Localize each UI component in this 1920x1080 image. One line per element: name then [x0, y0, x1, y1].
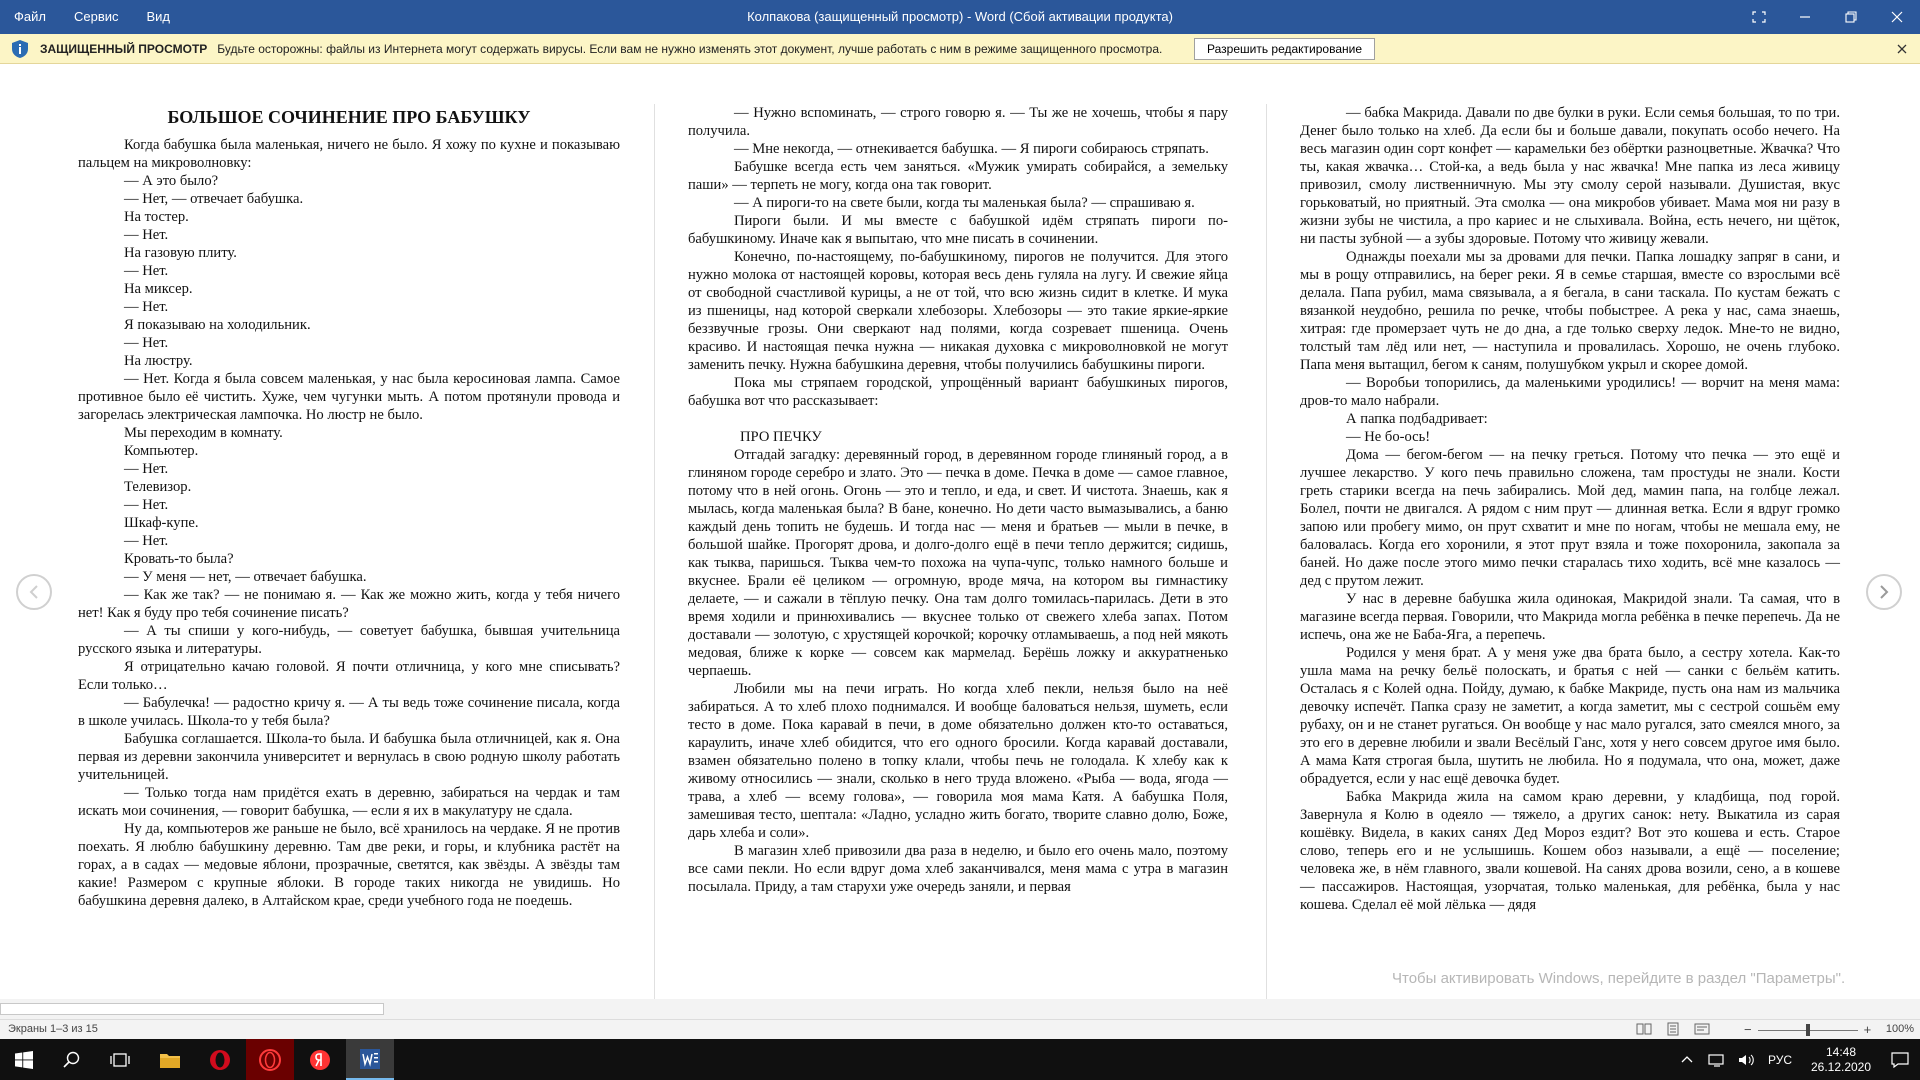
- shield-icon: [10, 39, 30, 59]
- menu-tools[interactable]: Сервис: [73, 9, 119, 24]
- paragraph: Бабушке всегда есть чем заняться. «Мужик умирать собирайся, а земельку паши» — терпеть не могу, когда она так говорит.: [688, 159, 1228, 193]
- window-title: Колпакова (защищенный просмотр) - Word (Сбой активации продукта): [747, 9, 1173, 24]
- word-icon: [359, 1048, 381, 1070]
- task-view-icon: [110, 1052, 130, 1068]
- search-icon: [63, 1051, 81, 1069]
- page-count: Экраны 1–3 из 15: [8, 1023, 98, 1035]
- restore-button[interactable]: [1828, 0, 1874, 34]
- fullscreen-icon[interactable]: [1736, 0, 1782, 34]
- zoom-slider[interactable]: [1758, 1023, 1858, 1037]
- menu-file[interactable]: Файл: [14, 9, 46, 24]
- paragraph: На газовую плиту.: [124, 245, 237, 261]
- document-area[interactable]: [0, 64, 1920, 999]
- paragraph: — А пироги-то на свете были, когда ты маленькая была? — спрашиваю я.: [734, 195, 1195, 211]
- paragraph: — А ты спиши у кого-нибудь, — советует бабушка, бывшая учительница русского языка и литературы.: [78, 623, 620, 657]
- paragraph: — Не бо-ось!: [1346, 429, 1431, 445]
- page-divider: [654, 104, 655, 999]
- taskbar-yandex[interactable]: [296, 1039, 344, 1080]
- paragraph: На тостер.: [124, 209, 189, 225]
- paragraph: Любили мы на печи играть. Но когда хлеб пекли, нельзя было на неё забираться. А то хлеб плохо поднимался. И вообще баловаться нельзя, шуметь, если тесто в доме. Пока каравай в печи, в доме обязательно должен кто-то оставаться, караулить, иначе хлеб обидится, что его одного бросили. Когда каравай доставали, взамен обязательно полено в топку клали, чтобы печь не голодала. К хлебу как к живому относились — знали, сколько в него труда вложено. «Рыба — вода, ягода — трава, а хлеб — всему голова», — говорила моя мама Катя. А бабушка Поля, замешивая тесто, шептала: «Ладно, усладно жить богато, творите славно долю, Боже, дарь хлеба и соли».: [688, 681, 1228, 841]
- paragraph: — Нет.: [124, 497, 169, 513]
- paragraph: Родился у меня брат. А у меня уже два брата было, а сестру хотела. Как-то ушла мама на речку бельё полоскать, и братья с ней — санки с бельём катить. Осталась я с Колей одна. Пойду, думаю, к бабке Макриде, пусть она нам из мальчика девочку испечёт. Папка сразу не заметит, а когда заметит, мы с сестрой сошьём ему рубаху, он и не станет ругаться. Он вообще у нас мало ругался, зато смеялся много, за это его в деревне любили и звали Весёлый Ганс, хотя у него совсем другое имя было. А мама Катя строгая была, шутить не любила. Но я подумала, что она, может, даже обрадуется, если у нас ещё девочка будет.: [1300, 645, 1840, 787]
- chevron-up-icon[interactable]: [1680, 1053, 1694, 1067]
- paragraph: Дома — бегом-бегом — на печку греться. Потому что печка — это ещё и лучшее лекарство. У кого печь правильно сложена, там простуды не знали. Кости греть старики всегда на печь забирались. Мой дед, мамин папа, на голбце лежал. Болел, почти не двигался. А рядом с ним прут — длинная ветка. Если я вдруг громко запою или пробегу мимо, он прут схватит и мне по ногам, чтобы не мешала ему, не баловалась. Когда его хоронили, я этот прут взяла и тоже похоронила, закопала за баней. Но даже после этого мимо печки старалась тихо ходить, всё мне казалось — дед с прутом лежит.: [1300, 447, 1840, 589]
- paragraph: Когда бабушка была маленькая, ничего не было. Я хожу по кухне и показываю пальцем на микроволновку:: [78, 137, 620, 171]
- paragraph: — Только тогда нам придётся ехать в деревню, забираться на чердак и там искать мои сочинения, — говорит бабушка, — если я их в макулатуру не сдала.: [78, 785, 620, 819]
- page-column-3: [1300, 104, 1840, 914]
- paragraph: Кровать-то была?: [124, 551, 234, 567]
- paragraph: — Как же так? — не понимаю я. — Как же можно жить, когда у тебя ничего нет! Как я буду про тебя сочинение писать?: [78, 587, 620, 621]
- zoom-out-icon[interactable]: −: [1744, 1022, 1752, 1037]
- paragraph: Телевизор.: [124, 479, 192, 495]
- paragraph: — Нет.: [124, 533, 169, 549]
- clock-date: 26.12.2020: [1810, 1059, 1872, 1074]
- language-indicator[interactable]: РУС: [1767, 1052, 1792, 1067]
- system-tray: [1680, 1039, 1920, 1080]
- zoom-in-icon[interactable]: +: [1863, 1022, 1872, 1037]
- paragraph: Бабка Макрида жила на самом краю деревни, у кладбища, под горой. Завернула я Колю в одеяло — тяжело, а других санок: нету. Выкатила из сарая кошёвку. Видела, в каких санях Дед Мороз ездит? Вот это кошева и есть. Старое слово, теперь его и не услышишь. Кошем обоз называли, а ещё — поселение; человека же, в нём главного, звали кошевой. На санях дрова возили, сено, а в кошеве — пассажиров. Настоящая, узорчатая, только маленькая, для ребёнка, была у нас кошева. Сделал её мой лёлька — дядя: [1300, 789, 1840, 913]
- document-title: БОЛЬШОЕ СОЧИНЕНИЕ ПРО БАБУШКУ: [167, 107, 531, 127]
- windows-icon: [15, 1051, 33, 1069]
- task-view-button[interactable]: [96, 1039, 144, 1080]
- previous-page-arrow-icon[interactable]: [16, 574, 52, 610]
- paragraph: Бабушка соглашается. Школа-то была. И бабушка была отличницей, как я. Она первая из деревни закончила университет и вернулась в свою родную школу работать учительницей.: [78, 731, 620, 783]
- taskbar-opera-2[interactable]: [246, 1039, 294, 1080]
- opera-icon: [209, 1049, 231, 1071]
- paragraph: В магазин хлеб привозили два раза в неделю, и было его очень мало, поэтому все сами пекли. Но если вдруг дома хлеб заканчивался, меня мама с утра в магазин посылала. Приду, а там старухи уже очередь заняли, и первая: [688, 843, 1228, 895]
- paragraph: — Нет.: [124, 227, 169, 243]
- paragraph: Пока мы стряпаем городской, упрощённый вариант бабушкиных пирогов, бабушка вот что рассказывает:: [688, 375, 1228, 409]
- section-heading: ПРО ПЕЧКУ: [740, 429, 822, 445]
- activation-watermark: Чтобы активировать Windows, перейдите в раздел "Параметры".: [1392, 970, 1846, 987]
- paragraph: Я показываю на холодильник.: [124, 317, 311, 333]
- taskbar: [0, 1039, 1920, 1080]
- page-column-2: [688, 104, 1228, 896]
- menu-bar: [0, 0, 184, 34]
- web-layout-icon[interactable]: [1694, 1022, 1710, 1036]
- paragraph: У нас в деревне бабушка жила одинокая, Макридой знали. Та самая, что в магазине всегда первая. Говорили, что Макрида могла ребёнка в печке перепечь. Да не испечь, она же не Баба-Яга, а перепечь.: [1300, 591, 1840, 643]
- paragraph: — А это было?: [124, 173, 219, 189]
- close-button[interactable]: [1874, 0, 1920, 34]
- protected-view-message: Будьте осторожны: файлы из Интернета могут содержать вирусы. Если вам не нужно изменять этот документ, лучше работать с ним в режиме защищенного просмотра.: [217, 41, 1163, 56]
- paragraph: — Нет.: [124, 335, 169, 351]
- action-center-button[interactable]: [1880, 1039, 1920, 1080]
- paragraph: Шкаф-купе.: [124, 515, 199, 531]
- paragraph: — Нет, — отвечает бабушка.: [124, 191, 304, 207]
- paragraph: Я отрицательно качаю головой. Я почти отличница, у кого мне списывать? Если только…: [78, 659, 620, 693]
- paragraph: — Бабулечка! — радостно кричу я. — А ты ведь тоже сочинение писала, когда в школе училась. Школа-то у тебя была?: [78, 695, 620, 729]
- page-column-1: [78, 104, 620, 910]
- status-bar: [0, 1019, 1920, 1039]
- protected-view-bar: [0, 34, 1920, 64]
- paragraph: — Нужно вспоминать, — строго говорю я. — Ты же не хочешь, чтобы я пару получила.: [688, 105, 1228, 139]
- scrollbar-thumb[interactable]: [0, 1003, 384, 1015]
- volume-icon[interactable]: [1738, 1053, 1756, 1067]
- paragraph: — Воробьи топорились, да маленькими уродились! — ворчит на меня мама: дров-то мало набрали.: [1300, 375, 1840, 409]
- paragraph: — Нет.: [124, 263, 169, 279]
- minimize-button[interactable]: [1782, 0, 1828, 34]
- page-divider: [1266, 104, 1267, 999]
- paragraph: Пироги были. И мы вместе с бабушкой идём стряпать пироги по-бабушкиному. Иначе как я выпытаю, что мне писать в сочинении.: [688, 213, 1228, 247]
- clock[interactable]: [1802, 1045, 1880, 1075]
- clock-time: 14:48: [1825, 1044, 1857, 1059]
- protected-view-title: ЗАЩИЩЕННЫЙ ПРОСМОТР: [40, 41, 208, 56]
- paragraph: — Нет. Когда я была совсем маленькая, у нас была керосиновая лампа. Самое противное было её чистить. Хуже, чем чугунки мыть. А потом протянули провода и загорелась электрическая лампочка. Но люстр не было.: [78, 371, 620, 423]
- paragraph: На люстру.: [124, 353, 193, 369]
- paragraph: Компьютер.: [124, 443, 199, 459]
- paragraph: — Мне некогда, — отнекивается бабушка. — Я пироги собираюсь стряпать.: [734, 141, 1209, 157]
- notification-icon: [1891, 1052, 1909, 1068]
- next-page-arrow-icon[interactable]: [1866, 574, 1902, 610]
- paragraph: Однажды поехали мы за дровами для печки. Папка лошадку запряг в сани, и мы в рощу отправились, на берег реки. Я в семье старшая, вместе со взрослыми всё делала. Папа рубил, мама связывала, а я бегала, в сани таскала. По кустам бежать с вязанкой неудобно, решила по речке, чтобы побыстрее. А река у нас, сама знаешь, хитрая: где промерзает чуть не до дна, а где только сверху ледок. Мне-то не видно, толстый там лёд или нет, — наступила и провалилась. Хорошо, не очень глубоко. Папа меня вытащил, бегом к саням, полушубком укрыл и скорее домой.: [1300, 249, 1840, 373]
- print-layout-icon[interactable]: [1666, 1022, 1680, 1036]
- menu-view[interactable]: Вид: [146, 9, 171, 24]
- taskbar-word[interactable]: [346, 1039, 394, 1080]
- paragraph: Отгадай загадку: деревянный город, в деревянном городе глиняный город, а в глиняном городе серебро и злато. Это — печка в доме. Печка в доме — самое главное, потому что в ней огонь. Огонь — это и тепло, и еда, и свет. И чистота. Знаешь, как я мылась, когда маленькая была? В бане, конечно. Но дети часто вымазывались, а баню каждый день топить не будешь. И тогда нас — меня и братьев — мыли в печке, в большой шайке. Прогорят дрова, и долго-долго ещё в печи тепло держится; сидишь, как тыква, паришься. Тыква чем-то похожа на чупа-чупс, только намного больше и вкуснее. Брали её целиком — огромную, вроде мяча, на котором вы гимнастику делаете, — и сажали в тёплую печку. Она там долго томилась-парилась. Дети в это время ходили и принюхивались — вкуснее только от свежего хлеба запах. Потом доставали — золотую, с хрустящей корочкой; корочку отламываешь, а под ней мякоть медовая, ближе к корке — совсем как мармелад. Берёшь ложку и аккуратненько черпаешь.: [688, 447, 1228, 679]
- zoom-level[interactable]: 100%: [1885, 1023, 1914, 1035]
- close-icon[interactable]: [1892, 39, 1912, 59]
- enable-editing-button[interactable]: Разрешить редактирование: [1194, 38, 1375, 60]
- paragraph: А папка подбадривает:: [1346, 411, 1488, 427]
- read-mode-icon[interactable]: [1636, 1022, 1652, 1036]
- network-icon[interactable]: [1708, 1053, 1726, 1067]
- paragraph: — Нет.: [124, 299, 169, 315]
- paragraph: Конечно, по-настоящему, по-бабушкиному, пирогов не получится. Для этого нужно молока от настоящей коровы, которая весь день гуляла на лугу. И свежие яйца от свободной счастливой курицы, а не от той, что всю жизнь сидит в клетке. И мука из пшеницы, над которой сверкали хлебозоры. Хлебозоры — это такие яркие-яркие беззвучные грозы. Они сверкают над полями, когда созревает пшеница. Очень красиво. И настоящая печка нужна — никакая духовка с микроволновкой не могут заменить печку. Нужна бабушкина деревня, чтобы получились бабушкины пироги.: [688, 249, 1228, 373]
- paragraph: Ну да, компьютеров же раньше не было, всё хранилось на чердаке. Я не против поехать. Я люблю бабушкину деревню. Там две реки, и горы, и клубника растёт на горах, а в садах — медовые яблони, прозрачные, светятся, как звёзды. А звёзды там какие! Размером с крупные яблоки. В городе таких никогда не увидишь. Но бабушкина деревня далеко, в Алтайском крае, среди учебного года не поедешь.: [78, 821, 620, 909]
- paragraph: — У меня — нет, — отвечает бабушка.: [124, 569, 367, 585]
- zoom-slider-knob[interactable]: [1806, 1024, 1810, 1036]
- start-button[interactable]: [0, 1039, 48, 1080]
- taskbar-explorer[interactable]: [146, 1039, 194, 1080]
- folder-icon: [159, 1051, 181, 1069]
- paragraph: Мы переходим в комнату.: [124, 425, 283, 441]
- title-bar: [0, 0, 1920, 34]
- opera-icon: [259, 1049, 281, 1071]
- paragraph: На миксер.: [124, 281, 193, 297]
- paragraph: — Нет.: [124, 461, 169, 477]
- taskbar-opera[interactable]: [196, 1039, 244, 1080]
- horizontal-scrollbar[interactable]: [0, 999, 1920, 1019]
- yandex-browser-icon: [309, 1049, 331, 1071]
- search-button[interactable]: [48, 1039, 96, 1080]
- paragraph: — бабка Макрида. Давали по две булки в руки. Если семья большая, то по три. Денег было только на хлеб. Да если бы и больше давали, покупать особо нечего. На весь магазин один сорт конфет — карамельки без обёртки разноцветные. Жвачка? Что ты, какая жвачка… Стой-ка, а ведь была у нас жвачка! Мне папка из леса живицу привозил, смолу лиственничную. Мы эту смолу серой называли. Душистая, вкус горьковатый, но приятный. Эта смолка — она микробов убивает. Мама моя ни разу в жизни зубы не чистила, а про кариес и не слыхивала. Война, есть нечего, ни щёток, ни пасты зубной — а зубы здоровые. Потому что живицу жевали.: [1300, 105, 1840, 247]
